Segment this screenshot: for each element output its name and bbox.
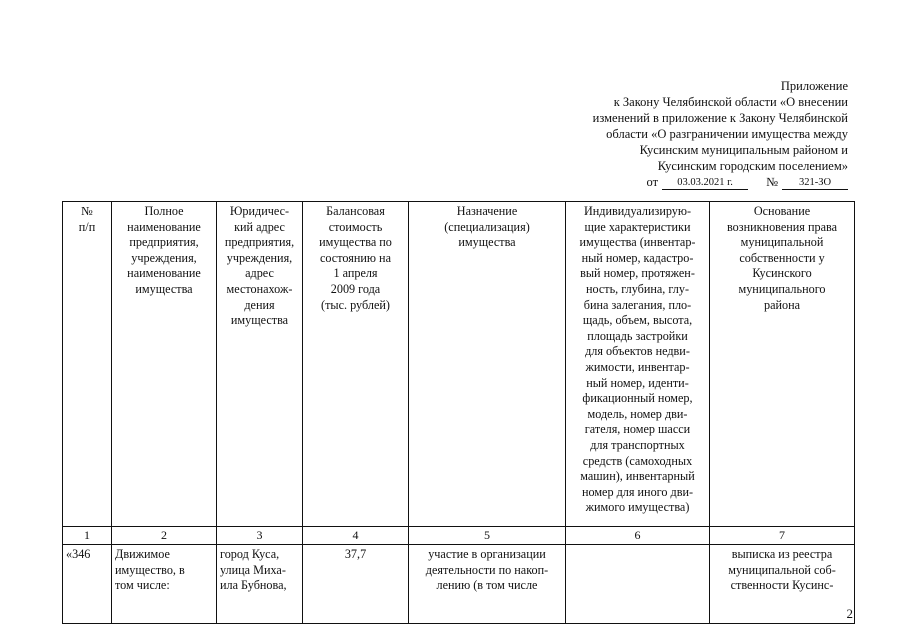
header-line: изменений в приложение к Закону Челябинской: [592, 111, 848, 125]
number-label: №: [766, 175, 778, 189]
header-line: Кусинским городским поселением»: [657, 159, 848, 173]
row-number-cell: «346: [63, 545, 112, 624]
column-number: 6: [566, 527, 710, 545]
header-cell: Основание возникновения права муниципальной собственности у Кусинского муниципального района: [710, 202, 855, 527]
header-cell: Балансовая стоимость имущества по состоянию на 1 апреля 2009 года (тыс. рублей): [303, 202, 409, 527]
purpose-cell: участие в организации деятельности по накоп- лению (в том числе: [409, 545, 566, 624]
appendix-header: [548, 78, 848, 190]
page-number: 2: [846, 606, 853, 621]
column-number: 5: [409, 527, 566, 545]
header-line: области «О разграничении имущества между: [606, 127, 848, 141]
property-table: [62, 201, 855, 624]
header-cell: № п/п: [63, 202, 112, 527]
header-cell: Юридичес- кий адрес предприятия, учреждения, адрес местонахож- дения имущества: [217, 202, 303, 527]
header-cell: Индивидуализирую- щие характеристики имущества (инвентар- ный номер, кадастро- вый номер, протяжен- ность, глубина, глу- бина залегания, пло- щадь, объем, высота, площадь застройки для объектов недви- жимости, инвентар- ный номер, иденти- фикационный номер, модель, номер дви- гателя, номер шасси для транспортных средств (самоходных машин), инвентарный номер для иного дви- жимого имущества): [566, 202, 710, 527]
property-name-cell: Движимое имущество, в том числе:: [112, 545, 217, 624]
header-line: Кусинским муниципальным районом и: [639, 143, 848, 157]
column-number: 7: [710, 527, 855, 545]
ownership-basis-cell: выписка из реестра муниципальной соб- ственности Кусинс-: [710, 545, 855, 624]
header-cell: Назначение (специализация) имущества: [409, 202, 566, 527]
table-row: [63, 545, 855, 624]
header-line: к Закону Челябинской области «О внесении: [613, 95, 848, 109]
column-number: 1: [63, 527, 112, 545]
date-number-line: [548, 174, 848, 190]
table-header-row: [63, 202, 855, 527]
header-line: Приложение: [780, 79, 848, 93]
balance-value-cell: 37,7: [303, 545, 409, 624]
law-number: 321-ЗО: [782, 177, 848, 190]
from-label: от: [646, 175, 659, 189]
column-number: 2: [112, 527, 217, 545]
column-number-row: [63, 527, 855, 545]
column-number: 3: [217, 527, 303, 545]
header-cell: Полное наименование предприятия, учреждения, наименование имущества: [112, 202, 217, 527]
characteristics-cell: [566, 545, 710, 624]
address-cell: город Куса, улица Миха- ила Бубнова,: [217, 545, 303, 624]
law-date: 03.03.2021 г.: [662, 177, 748, 190]
column-number: 4: [303, 527, 409, 545]
